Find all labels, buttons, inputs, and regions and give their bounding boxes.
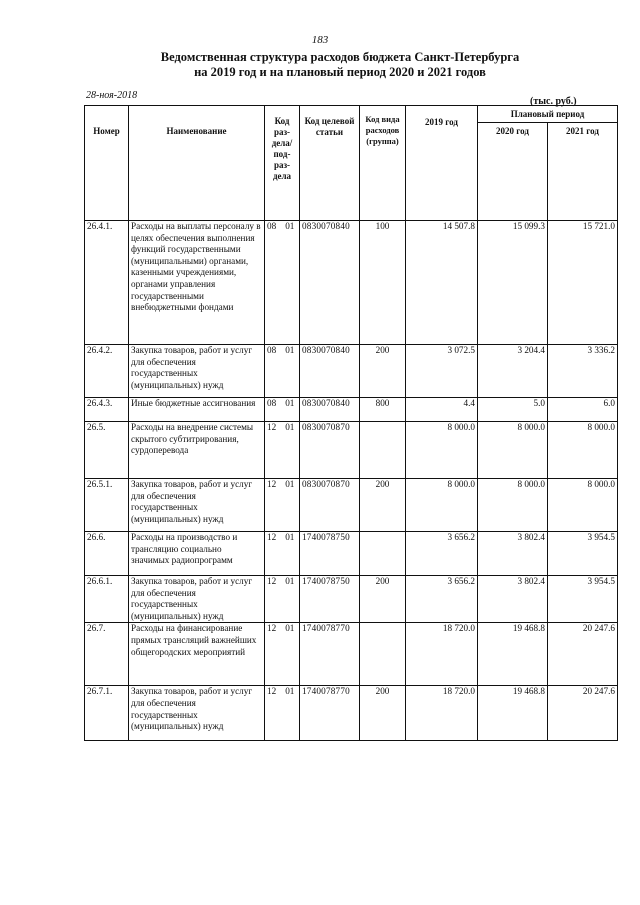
row-name: Закупка товаров, работ и услуг для обеспечения государственных (муниципальных) нужд bbox=[129, 576, 265, 623]
header-number: Номер bbox=[85, 106, 129, 221]
row-value-2020: 3 204.4 bbox=[478, 345, 548, 398]
row-section-code bbox=[265, 221, 300, 345]
row-expense-type bbox=[360, 623, 406, 686]
table-row bbox=[85, 345, 618, 398]
table-header bbox=[85, 106, 618, 221]
row-expense-type: 100 bbox=[360, 221, 406, 345]
subsection-code: 01 bbox=[285, 686, 295, 697]
subsection-code: 01 bbox=[285, 221, 295, 231]
title-line-1: Ведомственная структура расходов бюджета Санкт-Петербурга bbox=[160, 50, 520, 64]
section-code: 08 bbox=[267, 398, 277, 408]
row-target-code: 0830070840 bbox=[300, 398, 360, 422]
row-target-code: 1740078750 bbox=[300, 576, 360, 623]
header-target-code: Код целевой статьи bbox=[300, 106, 360, 221]
row-value-2020: 19 468.8 bbox=[478, 686, 548, 741]
row-number: 26.6.1. bbox=[85, 576, 129, 623]
row-value-2019: 3 072.5 bbox=[406, 345, 478, 398]
row-value-2021: 20 247.6 bbox=[548, 686, 618, 741]
row-value-2019: 14 507.8 bbox=[406, 221, 478, 345]
subsection-code: 01 bbox=[285, 623, 295, 634]
row-number: 26.6. bbox=[85, 532, 129, 576]
row-value-2021: 20 247.6 bbox=[548, 623, 618, 686]
row-value-2019: 3 656.2 bbox=[406, 576, 478, 623]
subsection-code: 01 bbox=[285, 479, 295, 489]
section-code: 12 bbox=[267, 623, 277, 634]
row-value-2019: 18 720.0 bbox=[406, 686, 478, 741]
table-row bbox=[85, 623, 618, 686]
row-value-2019: 3 656.2 bbox=[406, 532, 478, 576]
row-expense-type: 200 bbox=[360, 686, 406, 741]
row-target-code: 1740078750 bbox=[300, 532, 360, 576]
row-number: 26.4.1. bbox=[85, 221, 129, 345]
row-name: Иные бюджетные ассигнования bbox=[129, 398, 265, 422]
row-value-2021: 3 954.5 bbox=[548, 532, 618, 576]
header-section-code: Код раз- дела/ под- раз- дела bbox=[265, 106, 300, 221]
budget-table bbox=[84, 105, 618, 741]
row-section-code bbox=[265, 532, 300, 576]
header-2020: 2020 год bbox=[478, 123, 548, 221]
row-value-2020: 8 000.0 bbox=[478, 422, 548, 479]
row-number: 26.5. bbox=[85, 422, 129, 479]
header-2019: 2019 год bbox=[406, 106, 478, 221]
row-target-code: 1740078770 bbox=[300, 623, 360, 686]
subsection-code: 01 bbox=[285, 422, 295, 432]
row-expense-type: 200 bbox=[360, 345, 406, 398]
row-section-code bbox=[265, 345, 300, 398]
row-value-2021: 6.0 bbox=[548, 398, 618, 422]
table-row bbox=[85, 686, 618, 741]
row-target-code: 1740078770 bbox=[300, 686, 360, 741]
table-body bbox=[85, 221, 618, 741]
row-value-2021: 8 000.0 bbox=[548, 479, 618, 532]
table-row bbox=[85, 422, 618, 479]
header-planned-period: Плановый период bbox=[478, 106, 618, 123]
table-row bbox=[85, 576, 618, 623]
subsection-code: 01 bbox=[285, 532, 295, 542]
header-name: Наименование bbox=[129, 106, 265, 221]
row-name: Расходы на внедрение системы скрытого субтитрирования, сурдоперевода bbox=[129, 422, 265, 479]
unit-label: (тыс. руб.) bbox=[530, 96, 577, 107]
header-expense-type: Код вида расходов (группа) bbox=[360, 106, 406, 221]
row-target-code: 0830070870 bbox=[300, 422, 360, 479]
row-expense-type bbox=[360, 532, 406, 576]
row-number: 26.7. bbox=[85, 623, 129, 686]
subsection-code: 01 bbox=[285, 398, 295, 408]
row-section-code bbox=[265, 623, 300, 686]
row-value-2019: 18 720.0 bbox=[406, 623, 478, 686]
row-name: Расходы на производство и трансляцию социально значимых радиопрограмм bbox=[129, 532, 265, 576]
row-expense-type bbox=[360, 422, 406, 479]
row-value-2020: 15 099.3 bbox=[478, 221, 548, 345]
row-target-code: 0830070840 bbox=[300, 345, 360, 398]
title-line-2: на 2019 год и на плановый период 2020 и 2021 годов bbox=[194, 65, 486, 79]
row-number: 26.7.1. bbox=[85, 686, 129, 741]
table-row bbox=[85, 398, 618, 422]
row-value-2021: 8 000.0 bbox=[548, 422, 618, 479]
row-name: Закупка товаров, работ и услуг для обеспечения государственных (муниципальных) нужд bbox=[129, 345, 265, 398]
row-section-code bbox=[265, 686, 300, 741]
row-name: Закупка товаров, работ и услуг для обеспечения государственных (муниципальных) нужд bbox=[129, 479, 265, 532]
header-2021: 2021 год bbox=[548, 123, 618, 221]
row-value-2019: 4.4 bbox=[406, 398, 478, 422]
row-name: Закупка товаров, работ и услуг для обеспечения государственных (муниципальных) нужд bbox=[129, 686, 265, 741]
document-date: 28-ноя-2018 bbox=[86, 90, 138, 101]
row-name: Расходы на финансирование прямых трансляций важнейших общегородских мероприятий bbox=[129, 623, 265, 686]
row-target-code: 0830070870 bbox=[300, 479, 360, 532]
table-row bbox=[85, 221, 618, 345]
section-code: 12 bbox=[267, 532, 277, 542]
section-code: 08 bbox=[267, 345, 277, 355]
row-expense-type: 200 bbox=[360, 576, 406, 623]
row-section-code bbox=[265, 398, 300, 422]
row-number: 26.4.3. bbox=[85, 398, 129, 422]
row-expense-type: 800 bbox=[360, 398, 406, 422]
row-value-2020: 19 468.8 bbox=[478, 623, 548, 686]
page-number: 183 bbox=[311, 34, 329, 46]
section-code: 12 bbox=[267, 576, 277, 586]
subsection-code: 01 bbox=[285, 345, 295, 355]
row-value-2020: 3 802.4 bbox=[478, 576, 548, 623]
section-code: 12 bbox=[267, 686, 277, 697]
row-value-2021: 15 721.0 bbox=[548, 221, 618, 345]
row-value-2021: 3 954.5 bbox=[548, 576, 618, 623]
row-value-2019: 8 000.0 bbox=[406, 422, 478, 479]
row-section-code bbox=[265, 479, 300, 532]
row-section-code bbox=[265, 422, 300, 479]
row-number: 26.4.2. bbox=[85, 345, 129, 398]
row-value-2019: 8 000.0 bbox=[406, 479, 478, 532]
section-code: 12 bbox=[267, 479, 277, 489]
section-code: 12 bbox=[267, 422, 277, 432]
row-target-code: 0830070840 bbox=[300, 221, 360, 345]
row-expense-type: 200 bbox=[360, 479, 406, 532]
row-number: 26.5.1. bbox=[85, 479, 129, 532]
table-row bbox=[85, 532, 618, 576]
row-name: Расходы на выплаты персоналу в целях обеспечения выполнения функций государственными (муниципальными) органами, казенными учреждениями, органами управления государственными внебюджетными фондами bbox=[129, 221, 265, 345]
row-value-2020: 5.0 bbox=[478, 398, 548, 422]
section-code: 08 bbox=[267, 221, 277, 231]
row-value-2020: 8 000.0 bbox=[478, 479, 548, 532]
subsection-code: 01 bbox=[285, 576, 295, 586]
table-row bbox=[85, 479, 618, 532]
row-value-2020: 3 802.4 bbox=[478, 532, 548, 576]
document-title bbox=[140, 50, 540, 80]
row-section-code bbox=[265, 576, 300, 623]
row-value-2021: 3 336.2 bbox=[548, 345, 618, 398]
